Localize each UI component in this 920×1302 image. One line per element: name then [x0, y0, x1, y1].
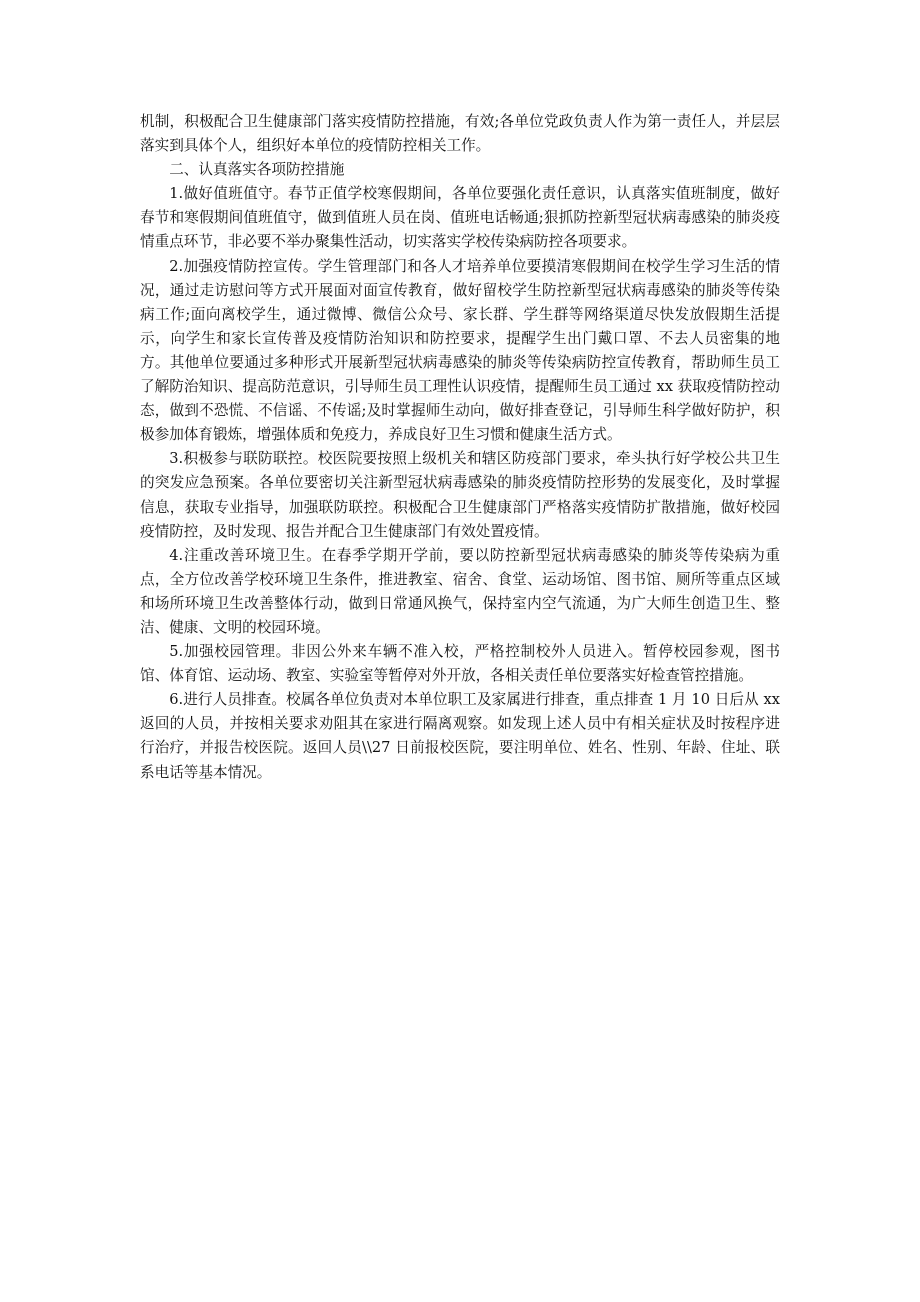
paragraph-environment: 4.注重改善环境卫生。在春季学期开学前，要以防控新型冠状病毒感染的肺炎等传染病为重点，全方位改善学校环境卫生条件，推进教室、宿舍、食堂、运动场馆、图书馆、厕所等重点区域和场所环境卫生改善整体行动，做到日常通风换气，保持室内空气流通，为广大师生创造卫生、整洁、健康、文明的校园环境。 — [140, 546, 780, 636]
paragraph-duty-shifts: 1.做好值班值守。春节正值学校寒假期间，各单位要强化责任意识，认真落实值班制度，做好春节和寒假期间值班值守，做到值班人员在岗、值班电话畅通;狠抓防控新型冠状病毒感染的肺炎疫情重点环节，非必要不举办聚集性活动，切实落实学校传染病防控各项要求。 — [140, 185, 780, 251]
paragraph-publicity: 2.加强疫情防控宣传。学生管理部门和各人才培养单位要摸清寒假期间在校学生学习生活的情况，通过走访慰问等方式开展面对面宣传教育，做好留校学生防控新型冠状病毒感染的肺炎等传染病工作;面向离校学生，通过微博、微信公众号、家长群、学生群等网络渠道尽快发放假期生活提示，向学生和家长宣传普及疫情防治知识和防控要求，提醒学生出门戴口罩、不去人员密集的地方。其他单位要通过多种形式开展新型冠状病毒感染的肺炎等传染病防控宣传教育，帮助师生员工了解防治知识、提高防范意识，引导师生员工理性认识疫情，提醒师生员工通过 xx 获取疫情防控动态，做到不恐慌、不信谣、不传谣;及时掌握师生动向，做好排查登记，引导师生科学做好防护，积极参加体育锻炼，增强体质和免疫力，养成良好卫生习惯和健康生活方式。 — [140, 257, 780, 444]
section-heading: 二、认真落实各项防控措施 — [169, 161, 345, 179]
document-page — [140, 110, 780, 785]
paragraph-continuation: 机制，积极配合卫生健康部门落实疫情防控措施，有效;各单位党政负责人作为第一责任人，并层层落实到具体个人，组织好本单位的疫情防控相关工作。 — [140, 113, 780, 155]
paragraph-personnel-screening: 6.进行人员排查。校属各单位负责对本单位职工及家属进行排查，重点排查 1 月 10 日后从 xx 返回的人员，并按相关要求劝阻其在家进行隔离观察。如发现上述人员中有相关症状及时按程序进行治疗，并报告校医院。返回人员\\27 日前报校医院，要注明单位、姓名、性别、年龄、住址、联系电话等基本情况。 — [140, 691, 781, 781]
paragraph-campus-management: 5.加强校园管理。非因公外来车辆不准入校，严格控制校外人员进入。暂停校园参观，图书馆、体育馆、运动场、教室、实验室等暂停对外开放，各相关责任单位要落实好检查管控措施。 — [140, 643, 780, 685]
paragraph-joint-control: 3.积极参与联防联控。校医院要按照上级机关和辖区防疫部门要求，牵头执行好学校公共卫生的突发应急预案。各单位要密切关注新型冠状病毒感染的肺炎疫情防控形势的发展变化，及时掌握信息，获取专业指导，加强联防联控。积极配合卫生健康部门严格落实疫情防扩散措施，做好校园疫情防控，及时发现、报告并配合卫生健康部门有效处置疫情。 — [140, 450, 780, 540]
